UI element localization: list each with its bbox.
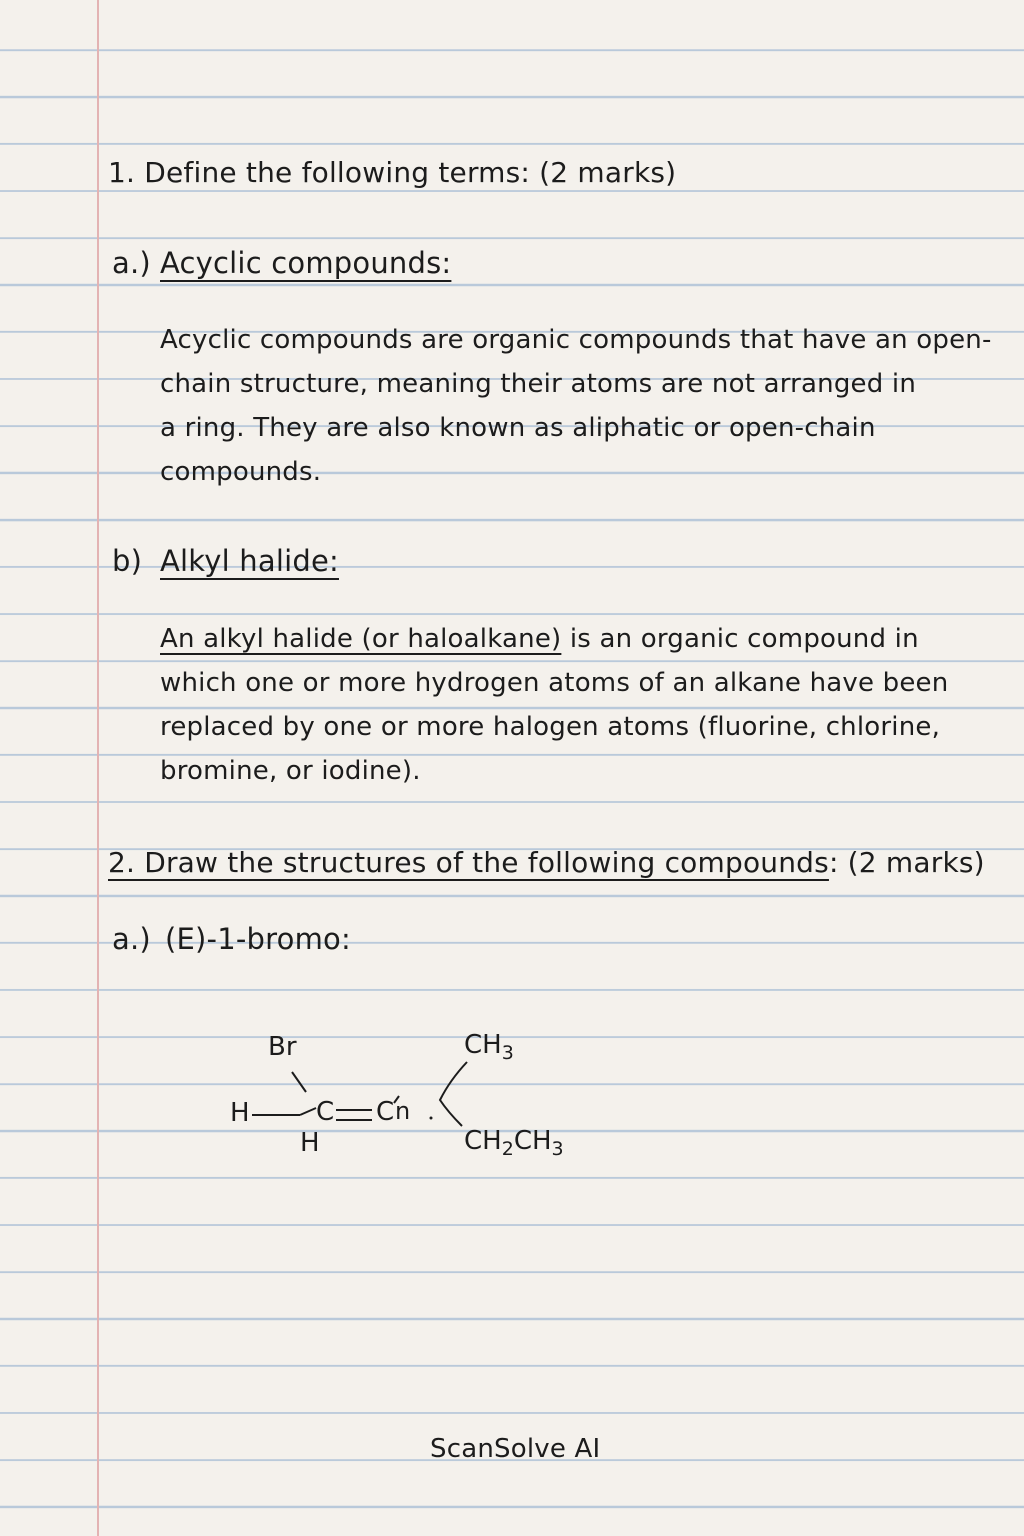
br-label: Br [268,1032,297,1062]
question-1-title: 1. Define the following terms: (2 marks) [108,156,677,189]
alkyl-halide-heading: Alkyl halide: [160,544,339,578]
item-b-label: b) [112,544,143,578]
alkyl-line-2: which one or more hydrogen atoms of an alkane have been [160,668,949,698]
alkyl-line-1-rest: is an organic compound in [561,624,919,654]
c2-label: C [376,1097,395,1127]
acyclic-line-1: Acyclic compounds are organic compounds that have an open- [160,325,992,355]
ch3-subscript: 3 [501,1042,514,1065]
q2-item-a-label: a.) [112,922,151,956]
acyclic-line-4: compounds. [160,457,322,487]
alkyl-line-4: bromine, or iodine). [160,756,421,786]
acyclic-line-2: chain structure, meaning their atoms are not arranged in [160,369,917,399]
ch2-subscript: 2 [501,1138,514,1161]
dot-mark [430,1117,433,1120]
h-bottom-label: H [300,1128,320,1158]
acyclic-line-3: a ring. They are also known as aliphatic or open-chain [160,413,876,443]
footer-watermark: ScanSolve AI [430,1434,601,1464]
acyclic-heading: Acyclic compounds: [160,246,452,280]
ch3-label [464,1030,514,1064]
alkyl-line-3: replaced by one or more halogen atoms (fluorine, chlorine, [160,712,941,742]
ch3b-subscript: 3 [551,1138,564,1161]
branch-bond [440,1062,467,1126]
h-left-label: H [230,1098,250,1128]
ch2-text: CH [464,1126,502,1156]
question-2-title-rest: : (2 marks) [828,846,985,879]
br-bond [292,1072,306,1092]
compound-name: (E)-1-bromo: [165,922,351,956]
ch3b-text: CH [513,1126,552,1156]
question-2-title-underlined: 2. Draw the structures of the following compounds [108,846,829,879]
ch3-text: CH [464,1030,502,1060]
n-label: n [395,1097,411,1125]
item-a-label: a.) [112,246,151,280]
ch2ch3-label [464,1126,564,1160]
c1-label: C [316,1097,335,1127]
alkyl-underlined-term: An alkyl halide (or haloalkane) [160,624,562,654]
c-bracket [300,1108,316,1115]
